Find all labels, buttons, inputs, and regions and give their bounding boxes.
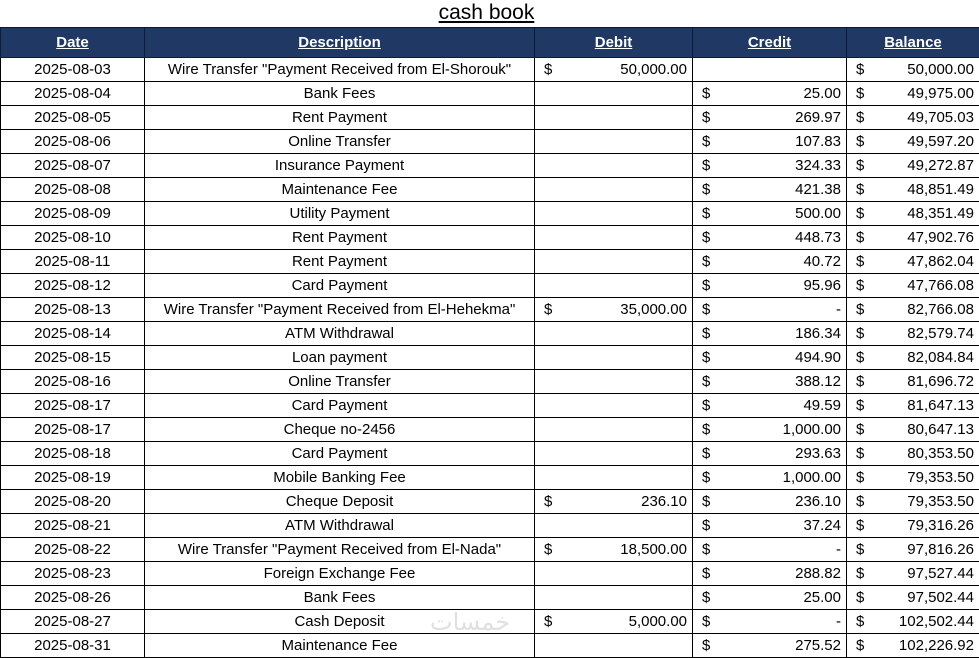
- currency-symbol: $: [850, 130, 864, 153]
- cell-balance[interactable]: [847, 274, 979, 298]
- cell-description[interactable]: Rent Payment: [145, 250, 535, 274]
- cell-date[interactable]: 2025-08-27: [1, 610, 145, 634]
- credit-amount: 293.63: [795, 442, 843, 465]
- cell-debit[interactable]: [535, 106, 693, 130]
- balance-amount: 81,647.13: [907, 394, 976, 417]
- cell-description[interactable]: Cash Deposit: [145, 610, 535, 634]
- cell-description[interactable]: Bank Fees: [145, 82, 535, 106]
- cell-credit[interactable]: [693, 610, 847, 634]
- table-row: [1, 154, 979, 178]
- header-balance[interactable]: Balance: [847, 28, 979, 58]
- credit-amount: 186.34: [795, 322, 843, 345]
- cell-debit[interactable]: [535, 490, 693, 514]
- table-row: [1, 106, 979, 130]
- table-row: [1, 274, 979, 298]
- cell-credit[interactable]: [693, 274, 847, 298]
- cell-date[interactable]: 2025-08-31: [1, 634, 145, 658]
- currency-symbol: $: [696, 346, 710, 369]
- currency-symbol: $: [696, 202, 710, 225]
- cell-description[interactable]: ATM Withdrawal: [145, 514, 535, 538]
- cell-description[interactable]: Online Transfer: [145, 130, 535, 154]
- table-row: [1, 370, 979, 394]
- cell-date[interactable]: 2025-08-15: [1, 346, 145, 370]
- sheet-title-bar: [0, 0, 979, 27]
- cell-date[interactable]: 2025-08-06: [1, 130, 145, 154]
- cell-credit[interactable]: [693, 466, 847, 490]
- currency-symbol: $: [696, 442, 710, 465]
- cell-credit[interactable]: [693, 298, 847, 322]
- cell-description[interactable]: Foreign Exchange Fee: [145, 562, 535, 586]
- cell-debit[interactable]: [535, 346, 693, 370]
- cell-debit[interactable]: [535, 274, 693, 298]
- cell-balance[interactable]: [847, 418, 979, 442]
- cell-debit[interactable]: [535, 250, 693, 274]
- credit-amount: 25.00: [803, 586, 843, 609]
- cell-balance[interactable]: [847, 82, 979, 106]
- cell-credit[interactable]: [693, 442, 847, 466]
- currency-symbol: $: [538, 58, 552, 81]
- cell-balance[interactable]: [847, 514, 979, 538]
- cell-debit[interactable]: [535, 178, 693, 202]
- currency-symbol: $: [696, 82, 710, 105]
- debit-amount: 50,000.00: [620, 58, 689, 81]
- cell-date[interactable]: 2025-08-05: [1, 106, 145, 130]
- cell-debit[interactable]: [535, 226, 693, 250]
- cell-date[interactable]: 2025-08-19: [1, 466, 145, 490]
- table-row: [1, 58, 979, 82]
- cell-debit[interactable]: [535, 322, 693, 346]
- currency-symbol: $: [696, 226, 710, 249]
- table-row: [1, 346, 979, 370]
- balance-amount: 97,502.44: [907, 586, 976, 609]
- balance-amount: 47,902.76: [907, 226, 976, 249]
- cell-credit[interactable]: [693, 178, 847, 202]
- credit-amount: 275.52: [795, 634, 843, 657]
- credit-amount: 25.00: [803, 82, 843, 105]
- currency-symbol: $: [850, 274, 864, 297]
- cell-date[interactable]: 2025-08-20: [1, 490, 145, 514]
- balance-amount: 49,272.87: [907, 154, 976, 177]
- cell-date[interactable]: 2025-08-17: [1, 394, 145, 418]
- header-row: [1, 28, 979, 58]
- cell-balance[interactable]: [847, 130, 979, 154]
- currency-symbol: $: [696, 466, 710, 489]
- cell-balance[interactable]: [847, 394, 979, 418]
- currency-symbol: $: [850, 538, 864, 561]
- cell-date[interactable]: 2025-08-08: [1, 178, 145, 202]
- cash-book-table: [0, 27, 979, 658]
- cell-balance[interactable]: [847, 634, 979, 658]
- cell-date[interactable]: 2025-08-10: [1, 226, 145, 250]
- cell-credit[interactable]: [693, 106, 847, 130]
- cell-debit[interactable]: [535, 418, 693, 442]
- credit-amount: 37.24: [803, 514, 843, 537]
- currency-symbol: $: [696, 634, 710, 657]
- currency-symbol: $: [696, 610, 710, 633]
- cell-description[interactable]: Card Payment: [145, 274, 535, 298]
- balance-amount: 80,647.13: [907, 418, 976, 441]
- currency-symbol: $: [850, 370, 864, 393]
- cell-debit[interactable]: [535, 586, 693, 610]
- credit-amount: 500.00: [795, 202, 843, 225]
- table-row: [1, 82, 979, 106]
- table-row: [1, 130, 979, 154]
- cell-description[interactable]: Mobile Banking Fee: [145, 466, 535, 490]
- balance-amount: 79,316.26: [907, 514, 976, 537]
- currency-symbol: $: [696, 370, 710, 393]
- credit-amount: 388.12: [795, 370, 843, 393]
- cell-description[interactable]: Utility Payment: [145, 202, 535, 226]
- cell-description[interactable]: Online Transfer: [145, 370, 535, 394]
- currency-symbol: $: [850, 490, 864, 513]
- currency-symbol: $: [850, 178, 864, 201]
- currency-symbol: $: [696, 322, 710, 345]
- balance-amount: 102,226.92: [899, 634, 976, 657]
- currency-symbol: $: [850, 610, 864, 633]
- cell-balance[interactable]: [847, 538, 979, 562]
- cell-credit[interactable]: [693, 586, 847, 610]
- balance-amount: 49,975.00: [907, 82, 976, 105]
- cell-description[interactable]: ATM Withdrawal: [145, 322, 535, 346]
- credit-amount: 269.97: [795, 106, 843, 129]
- currency-symbol: $: [850, 322, 864, 345]
- header-description[interactable]: Description: [145, 28, 535, 58]
- table-row: [1, 442, 979, 466]
- table-row: [1, 562, 979, 586]
- currency-symbol: $: [696, 514, 710, 537]
- currency-symbol: $: [850, 394, 864, 417]
- cell-balance[interactable]: [847, 610, 979, 634]
- cell-date[interactable]: 2025-08-13: [1, 298, 145, 322]
- watermark: خمسات: [430, 608, 510, 636]
- cell-date[interactable]: 2025-08-26: [1, 586, 145, 610]
- balance-amount: 97,527.44: [907, 562, 976, 585]
- cell-date[interactable]: 2025-08-04: [1, 82, 145, 106]
- cell-description[interactable]: Cheque Deposit: [145, 490, 535, 514]
- credit-amount: 236.10: [795, 490, 843, 513]
- cell-credit[interactable]: [693, 394, 847, 418]
- cell-credit[interactable]: [693, 130, 847, 154]
- credit-amount: 494.90: [795, 346, 843, 369]
- cell-balance[interactable]: [847, 202, 979, 226]
- credit-amount: 40.72: [803, 250, 843, 273]
- cell-credit[interactable]: [693, 322, 847, 346]
- cell-description[interactable]: Cheque no-2456: [145, 418, 535, 442]
- table-body: [1, 58, 979, 658]
- balance-amount: 50,000.00: [907, 58, 976, 81]
- credit-amount: 421.38: [795, 178, 843, 201]
- cell-description[interactable]: Maintenance Fee: [145, 634, 535, 658]
- cell-description[interactable]: Wire Transfer "Payment Received from El-Hehekma": [145, 298, 535, 322]
- currency-symbol: $: [696, 130, 710, 153]
- cell-debit[interactable]: [535, 154, 693, 178]
- cell-balance[interactable]: [847, 106, 979, 130]
- cell-balance[interactable]: [847, 178, 979, 202]
- cell-date[interactable]: 2025-08-03: [1, 58, 145, 82]
- balance-amount: 49,597.20: [907, 130, 976, 153]
- cell-date[interactable]: 2025-08-21: [1, 514, 145, 538]
- cell-debit[interactable]: [535, 538, 693, 562]
- currency-symbol: $: [696, 586, 710, 609]
- table-row: [1, 514, 979, 538]
- cell-balance[interactable]: [847, 346, 979, 370]
- header-date[interactable]: Date: [1, 28, 145, 58]
- cell-balance[interactable]: [847, 250, 979, 274]
- sheet-title: cash book: [439, 0, 535, 26]
- currency-symbol: $: [696, 178, 710, 201]
- balance-amount: 102,502.44: [899, 610, 976, 633]
- table-row: [1, 202, 979, 226]
- cell-debit[interactable]: [535, 562, 693, 586]
- currency-symbol: $: [850, 346, 864, 369]
- cell-date[interactable]: 2025-08-18: [1, 442, 145, 466]
- balance-amount: 97,816.26: [907, 538, 976, 561]
- table-row: [1, 250, 979, 274]
- currency-symbol: $: [696, 490, 710, 513]
- cell-date[interactable]: 2025-08-17: [1, 418, 145, 442]
- table-header: [1, 28, 979, 58]
- cell-debit[interactable]: [535, 298, 693, 322]
- balance-amount: 79,353.50: [907, 490, 976, 513]
- balance-amount: 81,696.72: [907, 370, 976, 393]
- debit-amount: 18,500.00: [620, 538, 689, 561]
- cell-balance[interactable]: [847, 490, 979, 514]
- credit-amount: 1,000.00: [783, 466, 843, 489]
- cell-balance[interactable]: [847, 322, 979, 346]
- cell-credit[interactable]: [693, 226, 847, 250]
- cell-debit[interactable]: [535, 370, 693, 394]
- debit-amount: 5,000.00: [629, 610, 689, 633]
- cell-description[interactable]: Insurance Payment: [145, 154, 535, 178]
- credit-amount: 448.73: [795, 226, 843, 249]
- currency-symbol: $: [696, 154, 710, 177]
- cell-debit[interactable]: [535, 58, 693, 82]
- table-row: [1, 490, 979, 514]
- balance-amount: 48,351.49: [907, 202, 976, 225]
- cell-debit[interactable]: [535, 442, 693, 466]
- table-row: [1, 298, 979, 322]
- cell-balance[interactable]: [847, 562, 979, 586]
- currency-symbol: $: [850, 58, 864, 81]
- cell-description[interactable]: Card Payment: [145, 394, 535, 418]
- currency-symbol: $: [850, 82, 864, 105]
- cell-credit[interactable]: [693, 562, 847, 586]
- credit-amount: -: [836, 610, 843, 633]
- currency-symbol: $: [850, 442, 864, 465]
- cell-credit[interactable]: [693, 634, 847, 658]
- currency-symbol: $: [850, 418, 864, 441]
- cell-description[interactable]: Wire Transfer "Payment Received from El-Shorouk": [145, 58, 535, 82]
- table-row: [1, 418, 979, 442]
- currency-symbol: $: [696, 250, 710, 273]
- cell-credit[interactable]: [693, 154, 847, 178]
- cell-debit[interactable]: [535, 130, 693, 154]
- cell-balance[interactable]: [847, 58, 979, 82]
- currency-symbol: $: [538, 538, 552, 561]
- balance-amount: 82,084.84: [907, 346, 976, 369]
- table-row: [1, 394, 979, 418]
- table-row: [1, 586, 979, 610]
- currency-symbol: $: [696, 298, 710, 321]
- credit-amount: -: [836, 298, 843, 321]
- credit-amount: 95.96: [803, 274, 843, 297]
- currency-symbol: $: [850, 106, 864, 129]
- table-row: [1, 538, 979, 562]
- currency-symbol: $: [696, 538, 710, 561]
- currency-symbol: $: [850, 634, 864, 657]
- currency-symbol: $: [850, 466, 864, 489]
- currency-symbol: $: [538, 610, 552, 633]
- balance-amount: 47,766.08: [907, 274, 976, 297]
- cell-credit[interactable]: [693, 58, 847, 82]
- cell-date[interactable]: 2025-08-12: [1, 274, 145, 298]
- cell-credit[interactable]: [693, 418, 847, 442]
- cell-balance[interactable]: [847, 370, 979, 394]
- currency-symbol: $: [850, 154, 864, 177]
- currency-symbol: $: [538, 490, 552, 513]
- currency-symbol: $: [850, 202, 864, 225]
- currency-symbol: $: [850, 514, 864, 537]
- credit-amount: 107.83: [795, 130, 843, 153]
- debit-amount: 236.10: [641, 490, 689, 513]
- currency-symbol: $: [696, 274, 710, 297]
- credit-amount: -: [836, 538, 843, 561]
- cell-description[interactable]: Card Payment: [145, 442, 535, 466]
- cell-debit[interactable]: [535, 466, 693, 490]
- cell-credit[interactable]: [693, 538, 847, 562]
- cell-credit[interactable]: [693, 370, 847, 394]
- currency-symbol: $: [850, 250, 864, 273]
- currency-symbol: $: [696, 562, 710, 585]
- cell-date[interactable]: 2025-08-07: [1, 154, 145, 178]
- cell-credit[interactable]: [693, 250, 847, 274]
- currency-symbol: $: [850, 298, 864, 321]
- cell-date[interactable]: 2025-08-14: [1, 322, 145, 346]
- cell-debit[interactable]: [535, 610, 693, 634]
- cell-credit[interactable]: [693, 514, 847, 538]
- credit-amount: 1,000.00: [783, 418, 843, 441]
- table-row: [1, 610, 979, 634]
- table-row: [1, 634, 979, 658]
- balance-amount: 49,705.03: [907, 106, 976, 129]
- debit-amount: 35,000.00: [620, 298, 689, 321]
- currency-symbol: $: [538, 298, 552, 321]
- cell-date[interactable]: 2025-08-23: [1, 562, 145, 586]
- cell-date[interactable]: 2025-08-11: [1, 250, 145, 274]
- currency-symbol: $: [850, 562, 864, 585]
- cell-description[interactable]: Bank Fees: [145, 586, 535, 610]
- currency-symbol: $: [850, 586, 864, 609]
- cell-balance[interactable]: [847, 154, 979, 178]
- cell-balance[interactable]: [847, 226, 979, 250]
- cell-debit[interactable]: [535, 82, 693, 106]
- balance-amount: 79,353.50: [907, 466, 976, 489]
- cell-debit[interactable]: [535, 202, 693, 226]
- balance-amount: 48,851.49: [907, 178, 976, 201]
- currency-symbol: $: [850, 226, 864, 249]
- cell-debit[interactable]: [535, 634, 693, 658]
- cell-description[interactable]: Loan payment: [145, 346, 535, 370]
- table-row: [1, 226, 979, 250]
- cell-date[interactable]: 2025-08-09: [1, 202, 145, 226]
- table-row: [1, 178, 979, 202]
- cell-balance[interactable]: [847, 442, 979, 466]
- balance-amount: 80,353.50: [907, 442, 976, 465]
- cell-date[interactable]: 2025-08-22: [1, 538, 145, 562]
- credit-amount: 49.59: [803, 394, 843, 417]
- cell-description[interactable]: Rent Payment: [145, 106, 535, 130]
- cell-debit[interactable]: [535, 514, 693, 538]
- balance-amount: 47,862.04: [907, 250, 976, 273]
- cell-credit[interactable]: [693, 490, 847, 514]
- cell-date[interactable]: 2025-08-16: [1, 370, 145, 394]
- table-row: [1, 322, 979, 346]
- balance-amount: 82,766.08: [907, 298, 976, 321]
- currency-symbol: $: [696, 106, 710, 129]
- header-debit[interactable]: Debit: [535, 28, 693, 58]
- cell-description[interactable]: Wire Transfer "Payment Received from El-Nada": [145, 538, 535, 562]
- cell-balance[interactable]: [847, 586, 979, 610]
- currency-symbol: $: [696, 418, 710, 441]
- currency-symbol: $: [696, 394, 710, 417]
- cell-credit[interactable]: [693, 346, 847, 370]
- credit-amount: 288.82: [795, 562, 843, 585]
- header-credit[interactable]: Credit: [693, 28, 847, 58]
- credit-amount: 324.33: [795, 154, 843, 177]
- cell-balance[interactable]: [847, 298, 979, 322]
- cell-credit[interactable]: [693, 202, 847, 226]
- cell-description[interactable]: Rent Payment: [145, 226, 535, 250]
- cell-debit[interactable]: [535, 394, 693, 418]
- cell-description[interactable]: Maintenance Fee: [145, 178, 535, 202]
- cell-credit[interactable]: [693, 82, 847, 106]
- cell-balance[interactable]: [847, 466, 979, 490]
- table-row: [1, 466, 979, 490]
- balance-amount: 82,579.74: [907, 322, 976, 345]
